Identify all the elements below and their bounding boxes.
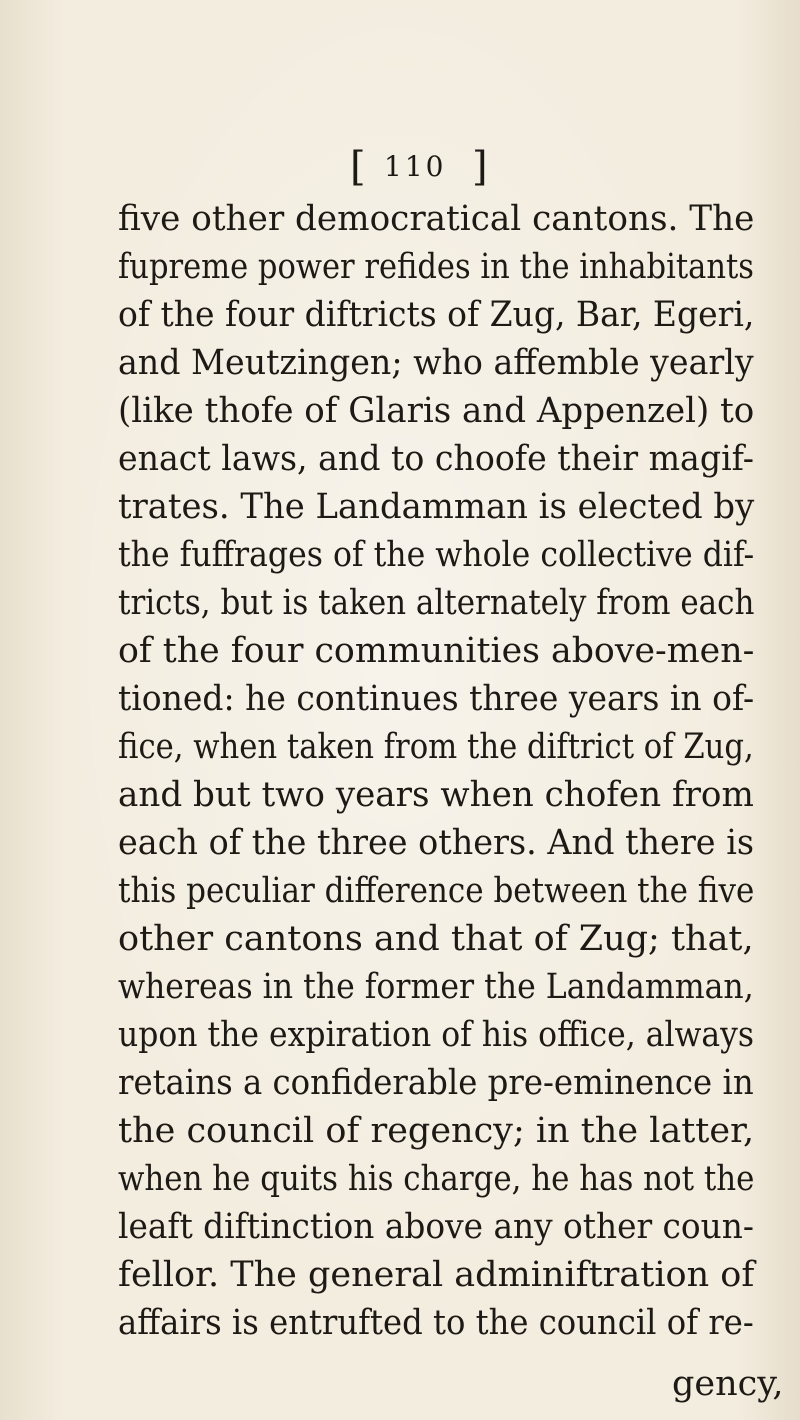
text-line: retains a confiderable pre-eminence in (118, 1063, 754, 1103)
text-line: of the four communities above-men- (118, 631, 755, 671)
text-line: each of the three others. And there is (118, 823, 755, 863)
text-line: the council of regency; in the latter, (118, 1111, 755, 1151)
text-line: fice, when taken from the diftrict of Zug, (118, 727, 754, 767)
header-bracket-close: ] (472, 144, 488, 190)
text-line: when he quits his charge, he has not the (118, 1159, 755, 1199)
text-line: and Meutzingen; who affemble yearly (118, 343, 754, 383)
text-line: this peculiar difference between the five (118, 871, 755, 911)
text-line: other cantons and that of Zug; that, (118, 919, 754, 959)
text-line: affairs is entrufted to the council of re- (118, 1303, 754, 1343)
catchword: gency, (672, 1364, 784, 1404)
text-line: tricts, but is taken alternately from each (118, 583, 755, 623)
text-line: of the four diftricts of Zug, Bar, Egeri, (118, 295, 755, 335)
text-line: enact laws, and to choofe their magif- (118, 439, 754, 479)
text-line: tioned: he continues three years in of- (118, 679, 755, 719)
text-line: leaft diftinction above any other coun- (118, 1207, 754, 1247)
page-header (0, 144, 800, 190)
text-line: fupreme power refides in the inhabitants (118, 247, 754, 287)
text-line: and but two years when chofen from (118, 775, 754, 815)
text-line: upon the expiration of his office, always (118, 1015, 755, 1055)
text-line: (like thofe of Glaris and Appenzel) to (118, 391, 755, 431)
text-line: whereas in the former the Landamman, (118, 967, 754, 1007)
text-line: fellor. The general adminiftration of (118, 1255, 755, 1295)
page-number: 110 (384, 150, 447, 183)
text-line: the fuffrages of the whole collective dif- (118, 535, 755, 575)
header-bracket-open: [ (350, 144, 366, 190)
text-line: five other democratical cantons. The (118, 199, 755, 239)
text-line: trates. The Landamman is elected by (118, 487, 755, 527)
